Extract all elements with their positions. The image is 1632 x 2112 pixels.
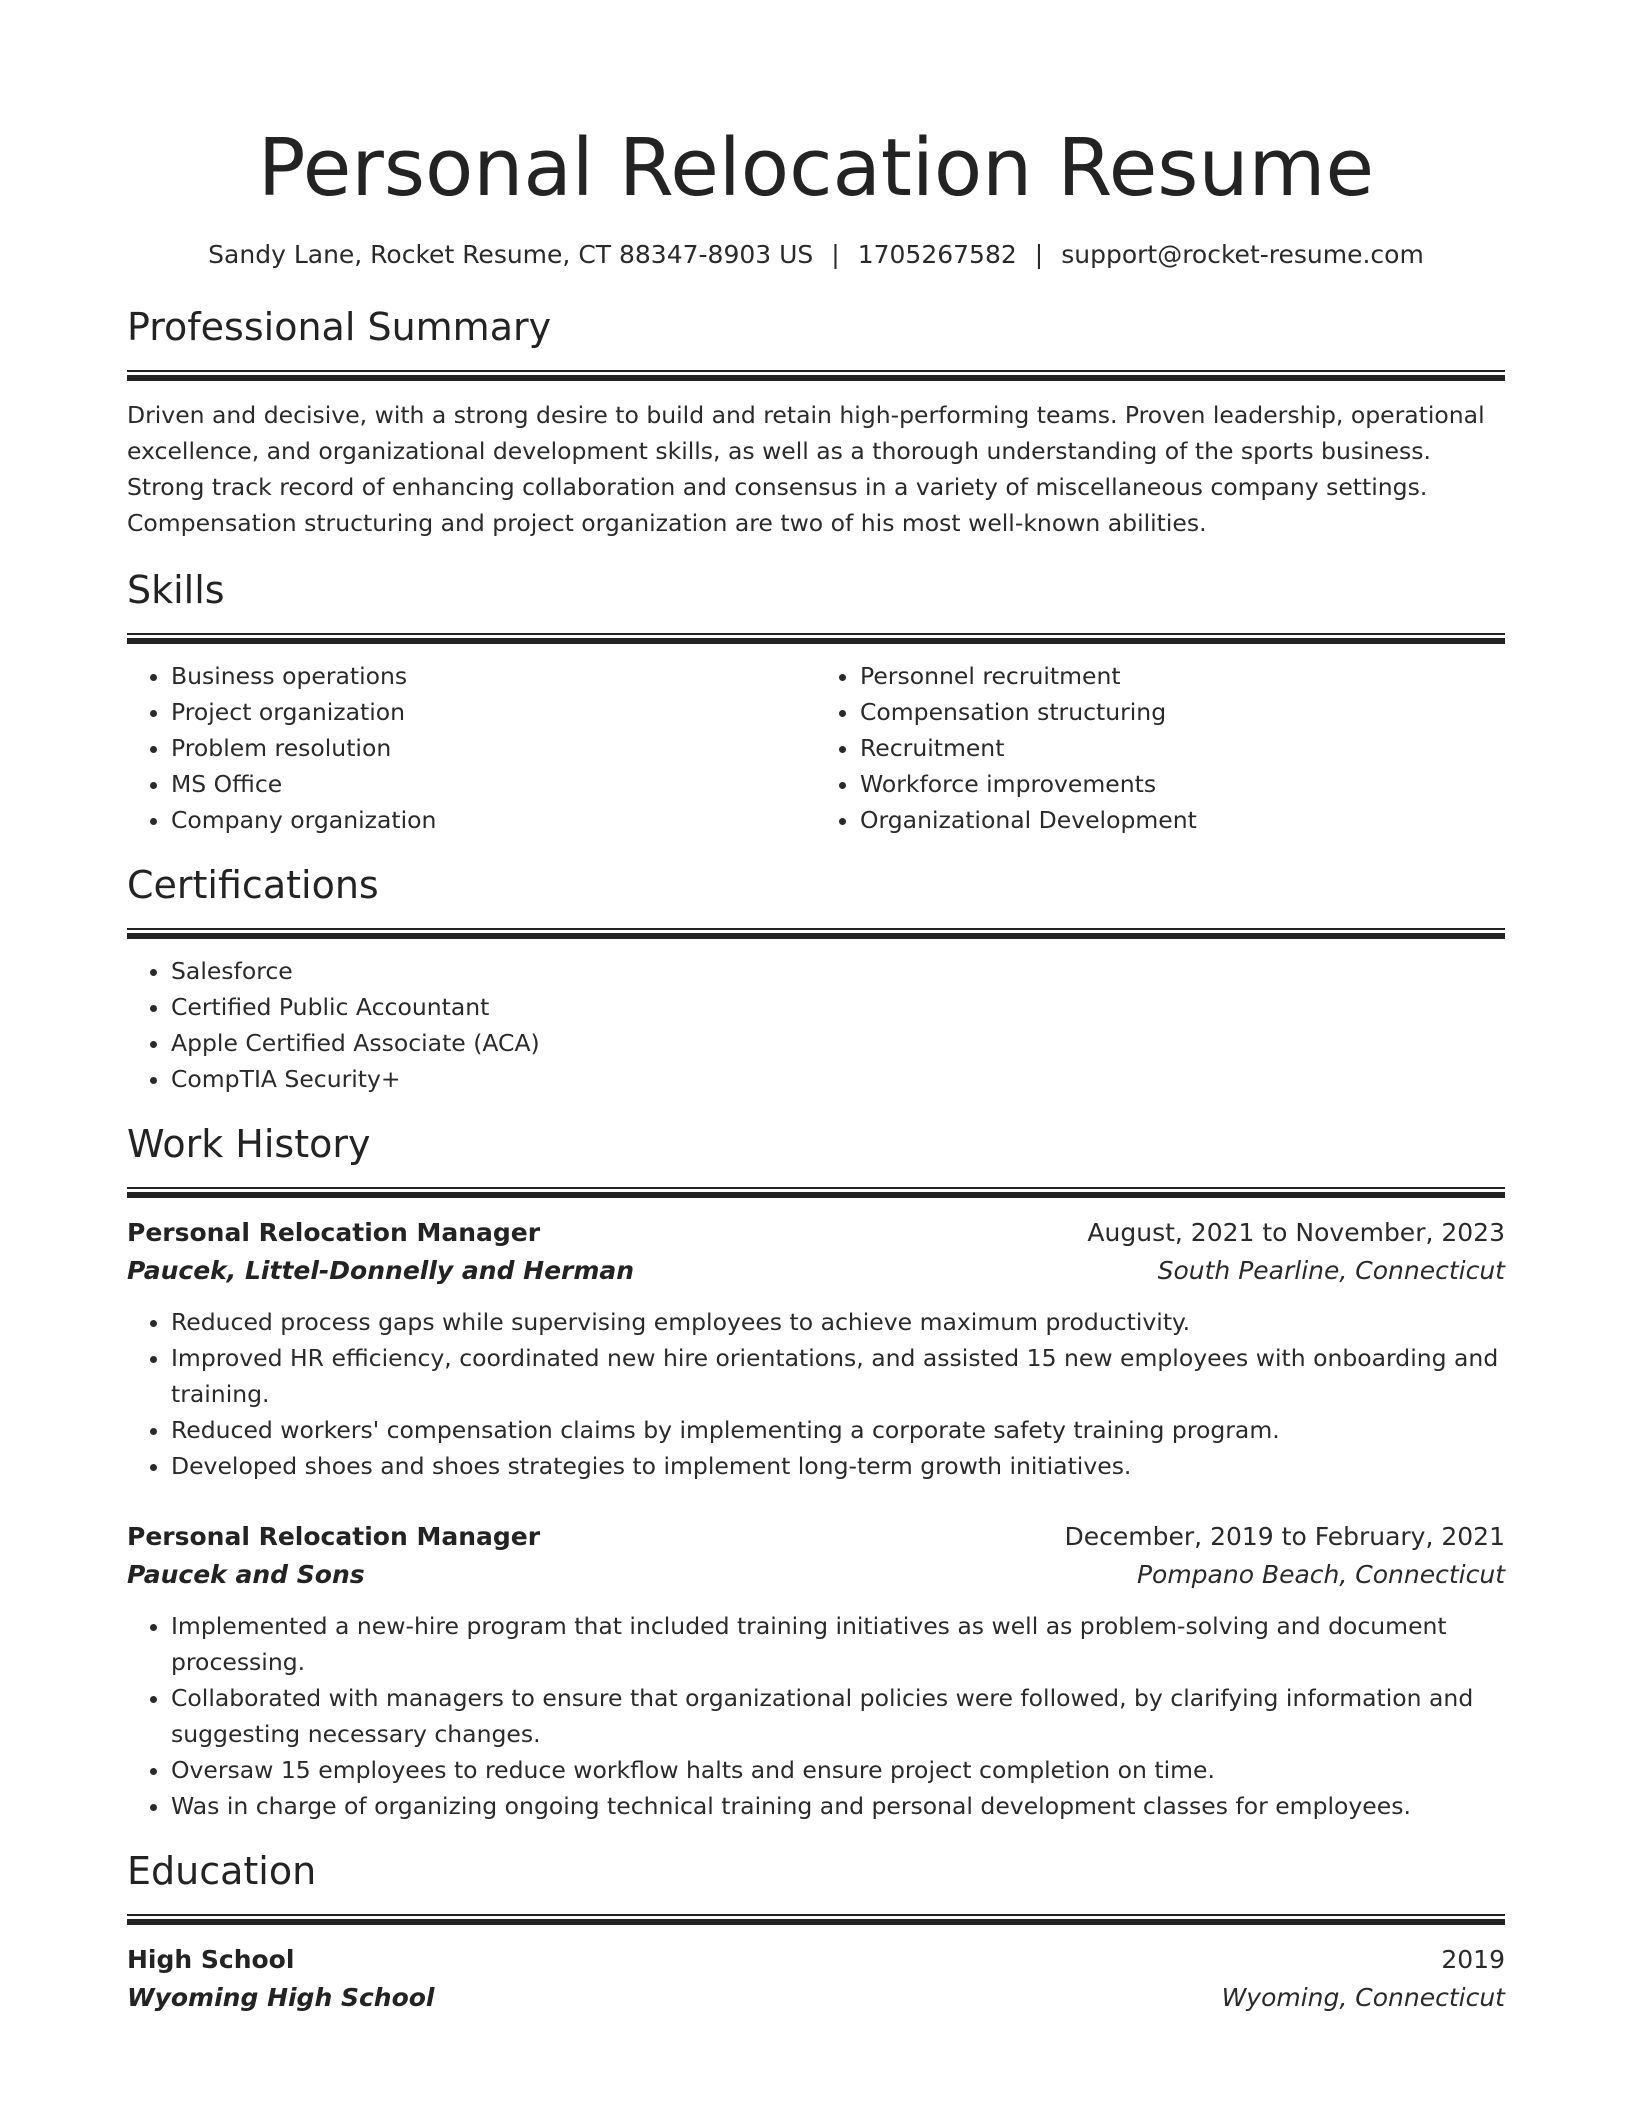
- job-bullets: [127, 1304, 1505, 1484]
- job-header: [127, 1518, 1505, 1556]
- job-title: Personal Relocation Manager: [127, 1522, 541, 1551]
- skill-item: • Organizational Development: [860, 802, 1505, 838]
- section-divider: [127, 1914, 1505, 1925]
- job-bullet: • Was in charge of organizing ongoing technical training and personal development classes for employees.: [171, 1788, 1505, 1824]
- job-dates: December, 2019 to February, 2021: [1064, 1522, 1505, 1551]
- contact-phone: 1705267582: [857, 240, 1017, 269]
- skill-item: • Compensation structuring: [860, 694, 1505, 730]
- contact-email: support@rocket-resume.com: [1061, 240, 1424, 269]
- job-bullet: • Improved HR efficiency, coordinated new hire orientations, and assisted 15 new employees with onboarding and training.: [171, 1340, 1505, 1412]
- certification-item: • CompTIA Security+: [171, 1061, 1505, 1097]
- resume-name: Personal Relocation Resume: [257, 122, 1375, 214]
- section-title-work-history: Work History: [127, 1122, 371, 1166]
- certification-item: • Certified Public Accountant: [171, 989, 1505, 1025]
- education-header: [127, 1941, 1505, 1979]
- skill-item: • Recruitment: [860, 730, 1505, 766]
- certifications-list: [127, 953, 1505, 1097]
- section-divider: [127, 370, 1505, 381]
- section-title-summary: Professional Summary: [127, 305, 552, 349]
- contact-address: Sandy Lane, Rocket Resume, CT 88347-8903 US: [208, 240, 814, 269]
- contact-line: [127, 238, 1505, 272]
- job-title: Personal Relocation Manager: [127, 1218, 541, 1247]
- job-bullet: • Oversaw 15 employees to reduce workflow halts and ensure project completion on time.: [171, 1752, 1505, 1788]
- education-degree: High School: [127, 1945, 295, 1974]
- summary-text: Driven and decisive, with a strong desire to build and retain high-performing teams. Proven leadership, operational excellence, and organizational development skills, as well as a thorough understanding of the sports business. Strong track record of enhancing collaboration and consensus in a variety of miscellaneous company settings. Compensation structuring and project organization are two of his most well-known abilities.: [127, 401, 1485, 537]
- skill-item: • Workforce improvements: [860, 766, 1505, 802]
- job-bullet: • Reduced workers' compensation claims by implementing a corporate safety training program.: [171, 1412, 1505, 1448]
- section-divider: [127, 633, 1505, 644]
- job-bullet: • Developed shoes and shoes strategies to implement long-term growth initiatives.: [171, 1448, 1505, 1484]
- job-entry: [127, 1214, 1505, 1484]
- job-company: Paucek, Littel-Donnelly and Herman: [127, 1256, 635, 1285]
- job-header: [127, 1214, 1505, 1252]
- summary-section: [127, 302, 1505, 541]
- skills-section: [127, 565, 1505, 838]
- job-dates: August, 2021 to November, 2023: [1087, 1218, 1505, 1247]
- job-subheader: [127, 1252, 1505, 1290]
- education-entry: [127, 1941, 1505, 2017]
- skill-item: • Personnel recruitment: [860, 658, 1505, 694]
- skill-item: • Project organization: [171, 694, 816, 730]
- skill-item: • Business operations: [171, 658, 816, 694]
- skill-item: • Company organization: [171, 802, 816, 838]
- job-subheader: [127, 1556, 1505, 1594]
- section-title-education: Education: [127, 1849, 317, 1893]
- certification-item: • Apple Certified Associate (ACA): [171, 1025, 1505, 1061]
- section-title-skills: Skills: [127, 568, 225, 612]
- education-subheader: [127, 1979, 1505, 2017]
- education-school: Wyoming High School: [127, 1983, 435, 2012]
- job-bullet: • Reduced process gaps while supervising employees to achieve maximum productivity.: [171, 1304, 1505, 1340]
- job-entry: [127, 1518, 1505, 1824]
- section-title-certifications: Certifications: [127, 863, 379, 907]
- work-history-section: [127, 1119, 1505, 1824]
- education-location: Wyoming, Connecticut: [1221, 1983, 1505, 2012]
- job-bullets: [127, 1608, 1505, 1824]
- job-bullet: • Collaborated with managers to ensure that organizational policies were followed, by clarifying information and suggesting necessary changes.: [171, 1680, 1505, 1752]
- contact-separator: |: [1034, 240, 1044, 269]
- education-year: 2019: [1441, 1945, 1505, 1974]
- section-divider: [127, 928, 1505, 939]
- skills-list-left: [127, 658, 816, 838]
- job-location: Pompano Beach, Connecticut: [1136, 1560, 1505, 1589]
- skills-list-right: [816, 658, 1505, 838]
- skills-grid: [127, 644, 1505, 838]
- skill-item: • Problem resolution: [171, 730, 816, 766]
- education-section: [127, 1846, 1505, 2017]
- certification-item: • Salesforce: [171, 953, 1505, 989]
- section-divider: [127, 1187, 1505, 1198]
- skill-item: • MS Office: [171, 766, 816, 802]
- contact-separator: |: [831, 240, 840, 269]
- job-bullet: • Implemented a new-hire program that included training initiatives as well as problem-solving and document processing.: [171, 1608, 1505, 1680]
- job-location: South Pearline, Connecticut: [1157, 1256, 1505, 1285]
- job-company: Paucek and Sons: [127, 1560, 365, 1589]
- certifications-section: [127, 860, 1505, 1097]
